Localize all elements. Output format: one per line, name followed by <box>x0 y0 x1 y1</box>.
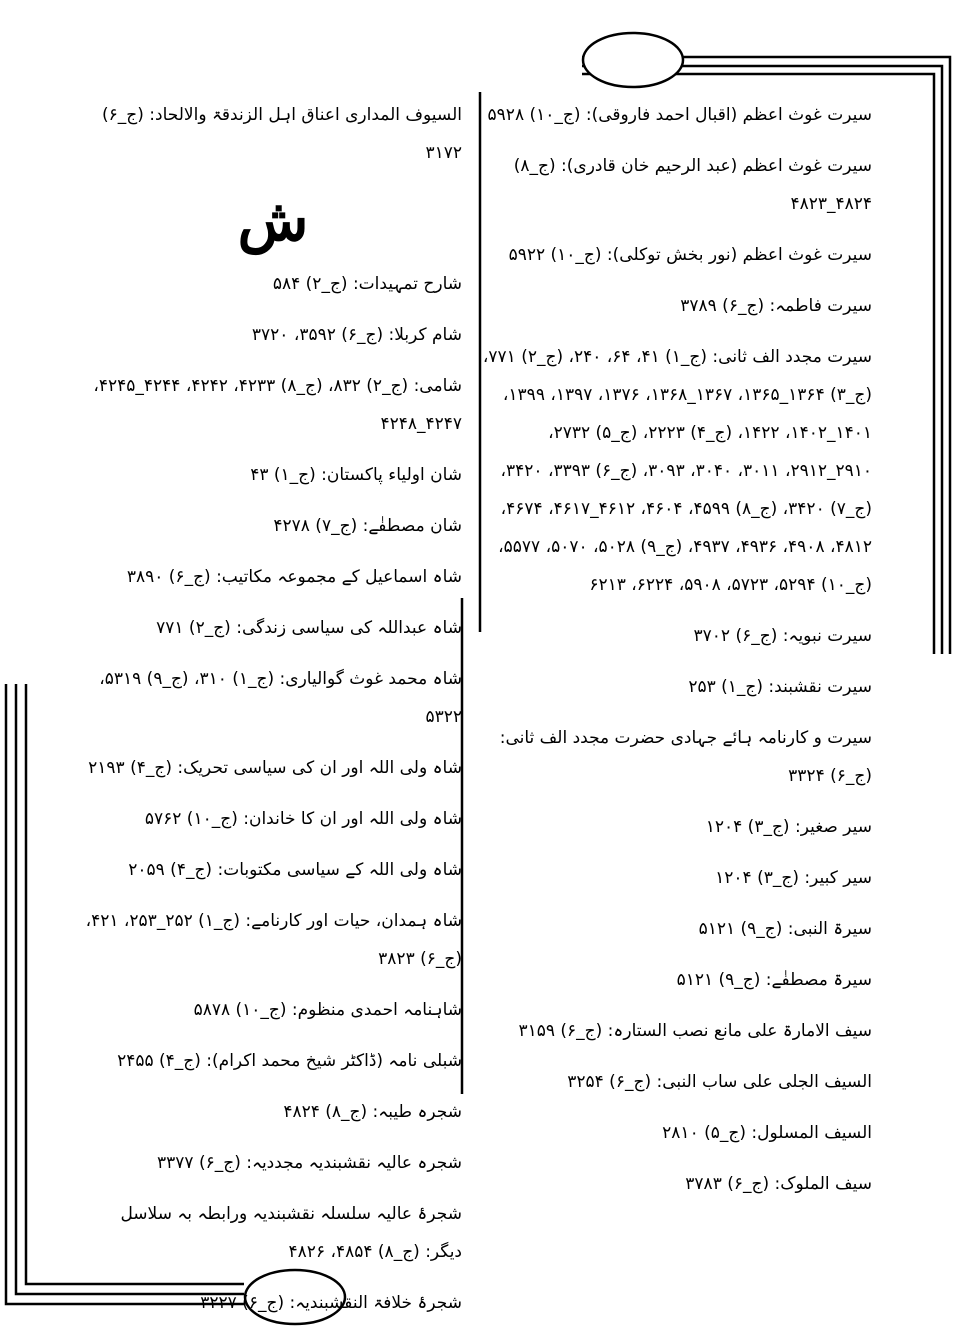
index-entry: شاہ ہمدان، حیات اور کارنامے: (ج_۱) ۲۵۲_۲۵۳، ۴۲۱، (ج_۶) ۳۸۲۳ <box>85 911 462 969</box>
section-letter-heading: ش <box>237 186 309 254</box>
index-entry: سیرۃ مصطفٰے: (ج_۹) ۵۱۲۱ <box>676 970 872 990</box>
index-entry: شبلی نامہ (ڈاکٹر شیخ محمد اکرام): (ج_۴) ۲۴۵۵ <box>117 1051 462 1071</box>
index-entry: شاہنامہ احمدی منظوم: (ج_۱۰) ۵۸۷۸ <box>193 1000 462 1020</box>
index-entry: شام کربلا: (ج_۶) ۳۵۹۲، ۳۷۲۰ <box>251 325 462 345</box>
index-entry: سیرت غوث اعظم (عبد الرحیم خان قادری): (ج_۸) ۴۸۲۴_۴۸۲۳ <box>513 156 872 214</box>
index-entry: سیرت نقشبند: (ج_۱) ۲۵۳ <box>688 677 872 697</box>
index-entry: سیرت و کارنامہ ہائے جہادی حضرت مجدد الف ثانی: (ج_۶) ۳۳۲۴ <box>499 728 872 786</box>
index-entry: شاہ ولی اللہ کے سیاسی مکتوبات: (ج_۴) ۲۰۵۹ <box>128 860 462 880</box>
index-entry: السیوف المداری اعناق اہل الزندقۃ والالحاد: (ج_۶) ۳۱۷۲ <box>101 105 462 163</box>
index-entry: شجرۂ عالیہ سلسلہ نقشبندیہ ورابطہ بہ سلاسل دیگر: (ج_۸) ۴۸۵۴، ۴۸۲۶ <box>120 1204 462 1262</box>
index-entry: السیف الجلی علی ساب النبی: (ج_۶) ۳۲۵۴ <box>567 1072 872 1092</box>
index-entry: شان اولیاء پاکستان: (ج_۱) ۴۳ <box>250 465 462 485</box>
index-entry: شجرہ طیبہ: (ج_۸) ۴۸۲۴ <box>283 1102 462 1122</box>
left-index-column <box>84 96 462 1335</box>
right-index-column <box>482 96 872 1216</box>
index-entry: شان مصطفٰے: (ج_۷) ۴۲۷۸ <box>273 516 462 536</box>
index-entry: سیف الملوک: (ج_۶) ۳۷۸۳ <box>685 1174 872 1194</box>
index-entry: سیرت نبویہ: (ج_۶) ۳۷۰۲ <box>693 626 872 646</box>
index-entry: شجرہ عالیہ نقشبندیہ مجددیہ: (ج_۶) ۳۳۷۷ <box>157 1153 462 1173</box>
top-ornament-oval <box>583 33 683 87</box>
index-entry: السیف المسلول: (ج_۵) ۲۸۱۰ <box>662 1123 872 1143</box>
index-entry: سیرت غوث اعظم (نور بخش توکلی): (ج_۱۰) ۵۹۲۲ <box>508 245 872 265</box>
index-entry: سیر صغیر: (ج_۳) ۱۲۰۴ <box>705 817 872 837</box>
index-entry: سیر کبیر: (ج_۳) ۱۲۰۴ <box>715 868 872 888</box>
index-entry: سیرت مجدد الف ثانی: (ج_۱) ۴۱، ۶۴، ۲۴۰، (ج_۲) ۷۷۱، (ج_۳) ۱۳۶۴_۱۳۶۵، ۱۳۶۷_۱۳۶۸، ۱۳۷۶، ۱۳۹۷، ۱۳۹۹، ۱۴۰۱_۱۴۰۲، ۱۴۲۲، (ج_۴) ۲۲۲۳، (ج_۵) ۲۷۳۲، ۲۹۱۰_۲۹۱۲، ۳۰۱۱، ۳۰۴۰، ۳۰۹۳، (ج_۶) ۳۳۹۳، ۳۴۲۰، (ج_۷) ۳۴۲۰، (ج_۸) ۴۵۹۹، ۴۶۰۴، ۴۶۱۲_۴۶۱۷، ۴۶۷۴، ۴۸۱۲، ۴۹۰۸، ۴۹۳۶، ۴۹۳۷، (ج_۹) ۵۰۲۸، ۵۰۷۰، ۵۵۷۷، (ج_۱۰) ۵۲۹۴، ۵۷۲۳، ۵۹۰۸، ۶۲۲۴، ۶۲۱۳ <box>482 347 872 595</box>
index-entry: سیرۃ النبی: (ج_۹) ۵۱۲۱ <box>698 919 872 939</box>
index-entry: شجرۂ خلافۃ النقشبندیہ: (ج_۶) ۳۲۲۷ <box>200 1293 462 1313</box>
index-entry: شامی: (ج_۲) ۸۳۲، (ج_۸) ۴۲۳۳، ۴۲۴۲، ۴۲۴۴_۴۲۴۵، ۴۲۴۷_۴۲۴۸ <box>93 376 462 434</box>
index-entry: شاہ عبداللہ کی سیاسی زندگی: (ج_۲) ۷۷۱ <box>156 618 462 638</box>
index-entry: سیرت غوث اعظم (اقبال احمد فاروقی): (ج_۱۰) ۵۹۲۸ <box>487 105 872 125</box>
index-entry: سیف الامارۃ علی مانع نصب الستارہ: (ج_۶) ۳۱۵۹ <box>518 1021 872 1041</box>
index-entry: سیرت فاطمہ: (ج_۶) ۳۷۸۹ <box>680 296 872 316</box>
index-entry: شاہ ولی اللہ اور ان کی سیاسی تحریک: (ج_۴) ۲۱۹۳ <box>88 758 462 778</box>
index-entry: شاہ ولی اللہ اور ان کا خاندان: (ج_۱۰) ۵۷۶۲ <box>144 809 462 829</box>
index-entry: شاہ اسماعیل کے مجموعہ مکاتیب: (ج_۶) ۳۸۹۰ <box>126 567 462 587</box>
index-entry: شارح تمہیدات: (ج_۲) ۵۸۴ <box>272 274 462 294</box>
index-entry: شاہ محمد غوث گوالیاری: (ج_۱) ۳۱۰، (ج_۹) ۵۳۱۹، ۵۳۲۲ <box>99 669 462 727</box>
